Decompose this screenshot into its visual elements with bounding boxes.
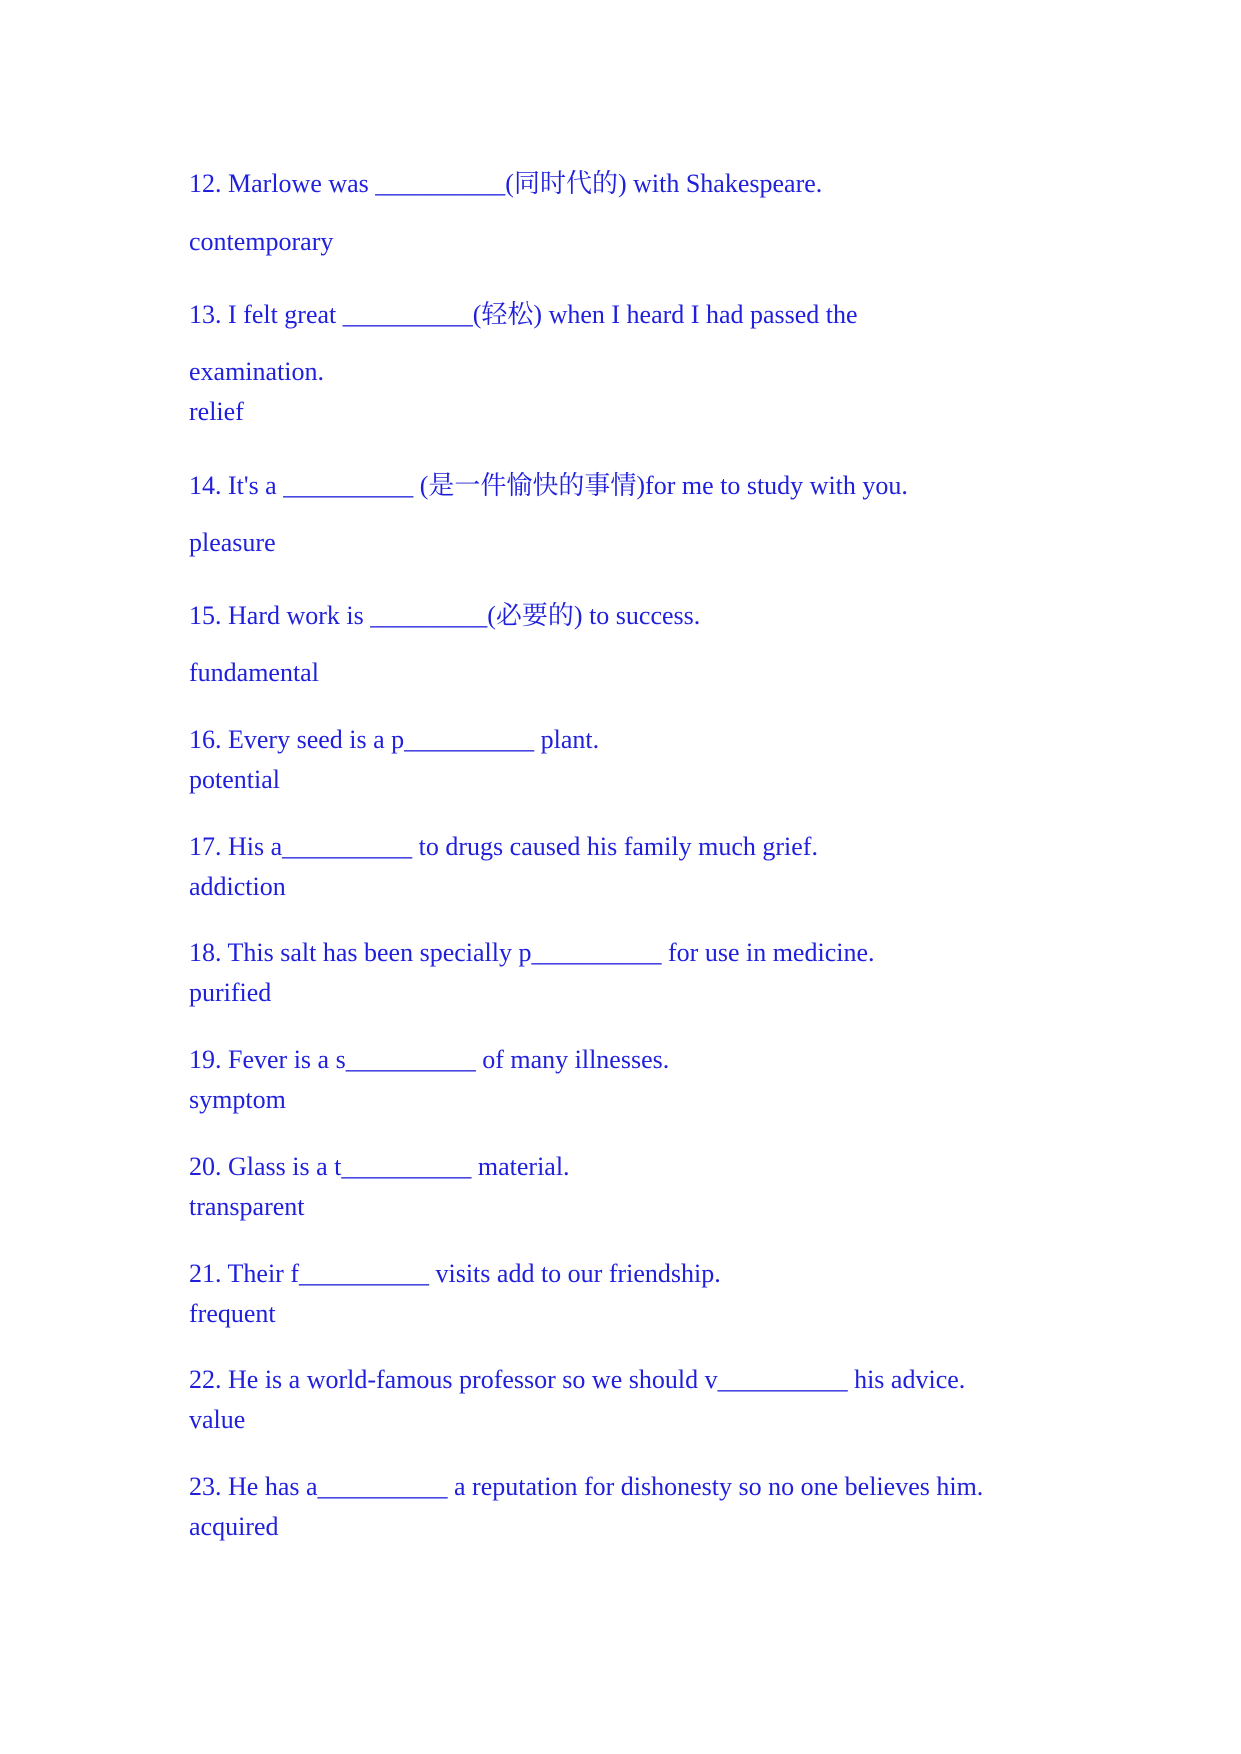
answer-18: purified — [189, 978, 272, 1007]
answer-21: frequent — [189, 1299, 276, 1328]
answer-13: relief — [189, 397, 244, 426]
question-12: 12. Marlowe was __________(同时代的) with Shakespeare. — [189, 169, 823, 198]
answer-22: value — [189, 1405, 246, 1434]
answer-19: symptom — [189, 1085, 286, 1114]
answer-12: contemporary — [189, 227, 334, 256]
answer-23: acquired — [189, 1512, 279, 1541]
answer-17: addiction — [189, 872, 286, 901]
question-17: 17. His a__________ to drugs caused his family much grief. — [189, 832, 818, 861]
question-13: 13. I felt great __________(轻松) when I heard I had passed the — [189, 300, 858, 329]
answer-20: transparent — [189, 1192, 305, 1221]
question-13-continued: examination. — [189, 357, 325, 386]
answer-15: fundamental — [189, 658, 319, 687]
answer-16: potential — [189, 765, 280, 794]
answer-14: pleasure — [189, 528, 276, 557]
question-19: 19. Fever is a s__________ of many illnesses. — [189, 1045, 670, 1074]
question-23: 23. He has a__________ a reputation for dishonesty so no one believes him. — [189, 1472, 984, 1501]
question-20: 20. Glass is a t__________ material. — [189, 1152, 570, 1181]
question-18: 18. This salt has been specially p__________ for use in medicine. — [189, 938, 875, 967]
question-14: 14. It's a __________ (是一件愉快的事情)for me to study with you. — [189, 471, 908, 500]
question-16: 16. Every seed is a p__________ plant. — [189, 725, 600, 754]
question-22: 22. He is a world-famous professor so we should v__________ his advice. — [189, 1365, 966, 1394]
question-15: 15. Hard work is _________(必要的) to success. — [189, 601, 701, 630]
question-21: 21. Their f__________ visits add to our friendship. — [189, 1259, 721, 1288]
